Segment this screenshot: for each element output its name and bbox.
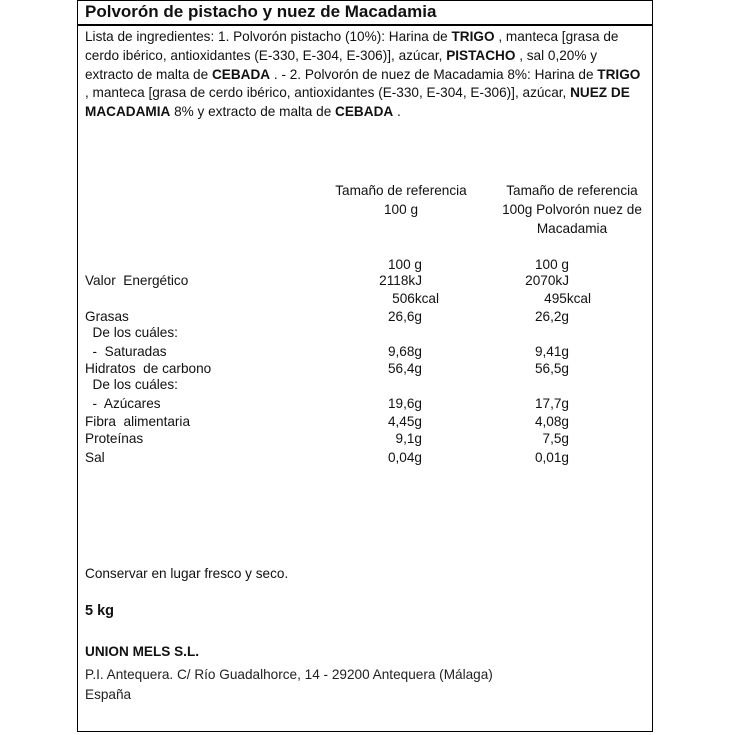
value-col2: 4,08g (534, 414, 569, 429)
nutrient-label: - Saturadas (85, 344, 167, 359)
nutrient-label: - Azúcares (85, 396, 161, 411)
ingredients-text: , sal 0,20% y extracto de malta de (85, 47, 598, 82)
header-col2-line1: Tamaño de referencia (506, 183, 638, 198)
header-col2-line3: Macadamia (536, 220, 608, 236)
nutrient-label: Valor Energético (85, 273, 189, 288)
allergen-highlight: TRIGO (451, 29, 495, 44)
ingredients-text: . - 2. Polvorón de nuez de Macadamia 8%: Harina de (270, 66, 598, 82)
nutrition-row (85, 290, 625, 308)
company-address: P.I. Antequera. C/ Río Guadalhorce, 14 - 29200 Antequera (Málaga) (85, 667, 493, 682)
nutrient-label: De los cuáles: (85, 377, 178, 392)
nutrition-header-col1 (316, 182, 486, 220)
title-divider (78, 24, 652, 26)
nutrient-label: De los cuáles: (85, 325, 178, 340)
product-title: Polvorón de pistacho y nuez de Macadamia (85, 2, 437, 21)
ingredients-text: . (393, 104, 401, 120)
value-col2: 56,5g (534, 361, 569, 376)
nutrition-row (85, 449, 625, 467)
nutrition-row (85, 324, 625, 342)
nutrient-label: Sal (85, 450, 105, 465)
company-name: UNION MELS S.L. (85, 644, 200, 659)
value-col2: 9,41g (534, 344, 569, 359)
header-col1-line2: 100 g (383, 201, 419, 217)
allergen-highlight: NUEZ DE MACADAMIA (85, 85, 630, 120)
nutrition-row (85, 413, 625, 431)
nutrition-header-col2 (487, 182, 657, 238)
nutrient-label: Grasas (85, 309, 129, 324)
value-col2: 26,2g (534, 309, 569, 324)
nutrient-label: Proteínas (85, 431, 144, 446)
nutrition-row (85, 430, 625, 448)
header-col2-line2: 100g Polvorón nuez de (502, 201, 642, 217)
value-col1: 2118kJ (379, 273, 422, 288)
allergen-highlight: CEBADA (211, 66, 271, 82)
value-col2: 100 g (534, 257, 569, 272)
nutrition-row (85, 272, 625, 290)
value-col1: 506kcal (392, 291, 439, 306)
ingredients-text: , manteca [grasa de cerdo ibérico, antioxidantes (E-330, E-304, E-306)], azúcar, (85, 85, 571, 101)
value-col2: 17,7g (534, 396, 569, 411)
allergen-highlight: PISTACHO (446, 47, 516, 63)
ingredients-list (85, 28, 645, 122)
ingredients-text: 8% y extracto de malta de (170, 104, 336, 120)
value-col1: 9,1g (395, 431, 422, 446)
header-col1-line1: Tamaño de referencia (335, 183, 467, 198)
value-col1: 9,68g (387, 344, 422, 359)
allergen-highlight: TRIGO (597, 66, 641, 82)
value-col1: 0,04g (387, 450, 422, 465)
nutrition-row (85, 395, 625, 413)
allergen-highlight: CEBADA (335, 104, 394, 120)
value-col2: 0,01g (534, 450, 569, 465)
value-col2: 495kcal (544, 291, 591, 306)
value-col1: 56,4g (387, 361, 422, 376)
value-col1: 4,45g (387, 414, 422, 429)
value-col1: 19,6g (387, 396, 422, 411)
ingredients-text: Lista de ingredientes: 1. Polvorón pistacho (10%): Harina de (85, 29, 452, 44)
value-col1: 100 g (387, 257, 422, 272)
nutrient-label: Hidratos de carbono (85, 361, 212, 376)
company-country: España (85, 687, 132, 702)
ingredients-text: , manteca [grasa de cerdo ibérico, antioxidantes (E-330, E-304, E-306)], azúcar, (85, 29, 619, 63)
value-col1: 26,6g (387, 309, 422, 324)
value-col2: 7,5g (542, 431, 569, 446)
nutrient-label: Fibra alimentaria (85, 414, 191, 429)
storage-instructions: Conservar en lugar fresco y seco. (85, 566, 289, 581)
value-col2: 2070kJ (525, 273, 569, 288)
net-weight: 5 kg (85, 603, 115, 619)
nutrition-row (85, 343, 625, 361)
nutrition-row (85, 376, 625, 394)
